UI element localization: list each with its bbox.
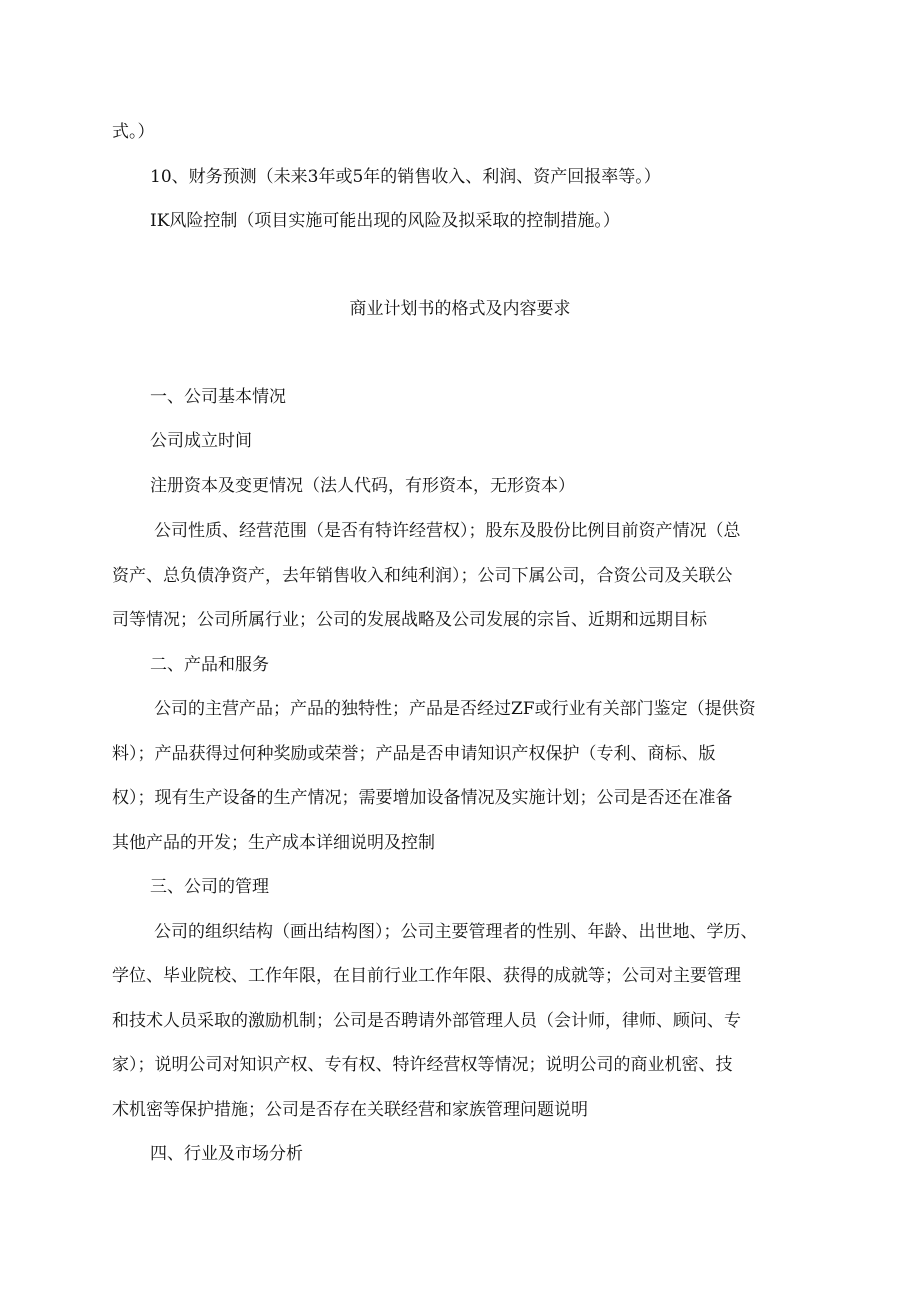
- section-heading-management: 三、公司的管理: [150, 877, 269, 897]
- section-heading-products-services: 二、产品和服务: [150, 655, 269, 675]
- management-paragraph-line: 公司的组织结构（画出结构图）；公司主要管理者的性别、年龄、出世地、学历、: [154, 922, 758, 942]
- management-paragraph-line: 术机密等保护措施；公司是否存在关联经营和家族管理问题说明: [112, 1100, 588, 1120]
- section-heading-industry-market: 四、行业及市场分析: [150, 1144, 303, 1164]
- company-founding-date-item: 公司成立时间: [150, 431, 252, 451]
- company-info-paragraph-line: 司等情况；公司所属行业；公司的发展战略及公司发展的宗旨、近期和远期目标: [112, 610, 707, 630]
- document-title: 商业计划书的格式及内容要求: [349, 299, 571, 319]
- management-paragraph-line: 学位、毕业院校、工作年限，在目前行业工作年限、获得的成就等；公司对主要管理: [112, 966, 741, 986]
- continuation-line: 式。）: [112, 122, 155, 142]
- products-paragraph-line: 权）；现有生产设备的生产情况；需要增加设备情况及实施计划；公司是否还在准备: [112, 788, 733, 808]
- management-paragraph-line: 和技术人员采取的激励机制；公司是否聘请外部管理人员（会计师，律师、顾问、专: [112, 1011, 741, 1031]
- products-paragraph-line: 其他产品的开发；生产成本详细说明及控制: [112, 833, 435, 853]
- section-heading-company-basics: 一、公司基本情况: [150, 387, 286, 407]
- registered-capital-item: 注册资本及变更情况（法人代码，有形资本，无形资本）: [150, 476, 575, 496]
- company-info-paragraph-line: 公司性质、经营范围（是否有特许经营权）；股东及股份比例目前资产情况（总: [154, 521, 741, 541]
- company-info-paragraph-line: 资产、总负债净资产，去年销售收入和纯利润）；公司下属公司，合资公司及关联公: [112, 566, 733, 586]
- products-paragraph-line: 公司的主营产品；产品的独特性；产品是否经过ZF或行业有关部门鉴定（提供资: [154, 699, 756, 719]
- products-paragraph-line: 料）；产品获得过何种奖励或荣誉；产品是否申请知识产权保护（专利、商标、版: [112, 744, 716, 764]
- risk-control-item: IK风险控制（项目实施可能出现的风险及拟采取的控制措施。）: [150, 211, 620, 231]
- management-paragraph-line: 家）；说明公司对知识产权、专有权、特许经营权等情况；说明公司的商业机密、技: [112, 1055, 733, 1075]
- financial-forecast-item: 10、财务预测（未来3年或5年的销售收入、利润、资产回报率等。）: [150, 167, 661, 187]
